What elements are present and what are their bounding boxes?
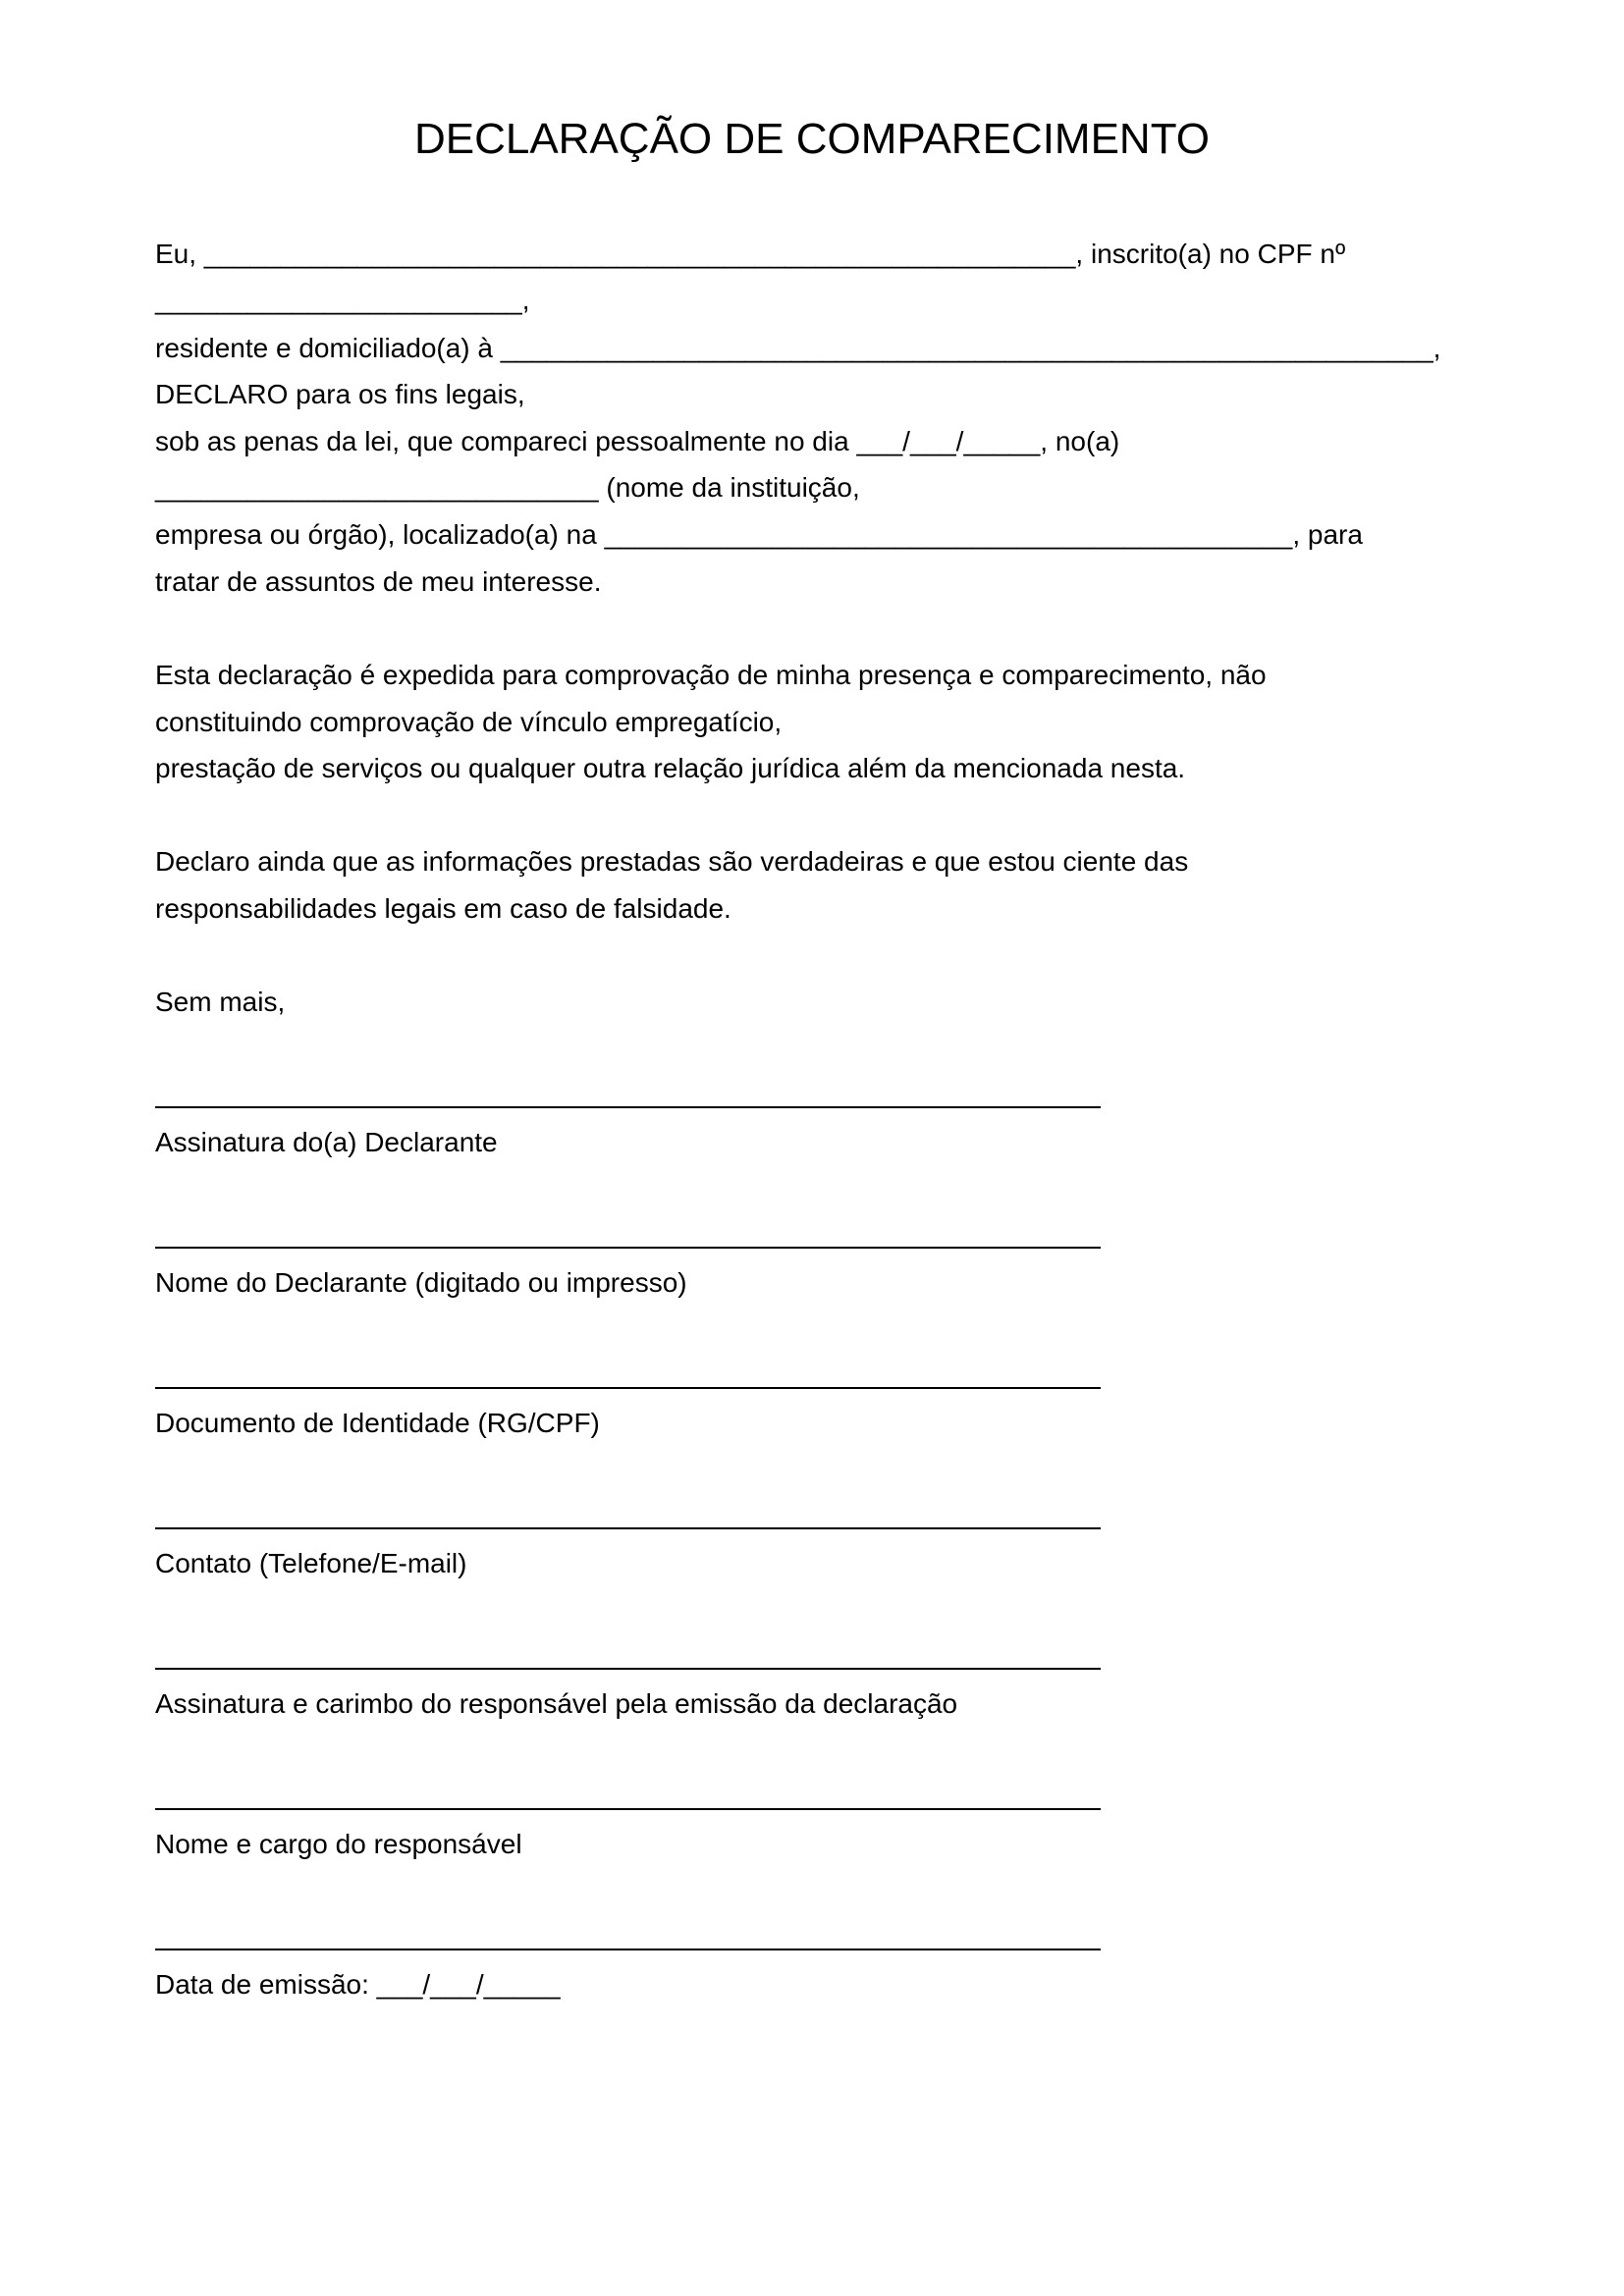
paragraph1-line-1: Eu, _________________________________________________________, inscrito(a) no CPF nº	[155, 239, 1346, 269]
paragraph1-line-2: ________________________,	[155, 285, 530, 315]
signature-line	[155, 1387, 1101, 1389]
paragraph1-line-3: residente e domiciliado(a) à _____________________________________________________________,	[155, 333, 1441, 363]
signature-line	[155, 1527, 1101, 1529]
signature-line	[155, 1668, 1101, 1670]
signature-field-label: Documento de Identidade (RG/CPF)	[155, 1408, 600, 1438]
paragraph1-line-5: sob as penas da lei, que compareci pessoalmente no dia ___/___/_____, no(a)	[155, 426, 1120, 456]
paragraph3-line-2: responsabilidades legais em caso de falsidade.	[155, 893, 731, 924]
signature-field-label: Assinatura do(a) Declarante	[155, 1127, 498, 1157]
paragraph2-line-1: Esta declaração é expedida para comprovação de minha presença e comparecimento, não	[155, 660, 1267, 690]
paragraph1-line-8: tratar de assuntos de meu interesse.	[155, 566, 602, 597]
closing-text: Sem mais,	[155, 987, 286, 1017]
signature-line	[155, 1949, 1101, 1950]
issue-date-label: Data de emissão: ___/___/_____	[155, 1969, 561, 2000]
signature-field-label: Assinatura e carimbo do responsável pela emissão da declaração	[155, 1688, 958, 1719]
signature-field-label: Contato (Telefone/E-mail)	[155, 1548, 467, 1578]
signature-line	[155, 1808, 1101, 1810]
document-title: DECLARAÇÃO DE COMPARECIMENTO	[413, 115, 1211, 163]
signature-field-label: Nome do Declarante (digitado ou impresso)	[155, 1267, 687, 1298]
paragraph1-line-6: _____________________________ (nome da instituição,	[155, 472, 860, 503]
paragraph2-line-2: constituindo comprovação de vínculo empregatício,	[155, 707, 783, 737]
paragraph3-line-1: Declaro ainda que as informações prestadas são verdadeiras e que estou ciente das	[155, 846, 1189, 877]
signature-field-label: Nome e cargo do responsável	[155, 1829, 522, 1859]
signature-line	[155, 1106, 1101, 1108]
paragraph1-line-7: empresa ou órgão), localizado(a) na _____________________________________________, para	[155, 519, 1363, 550]
signature-line	[155, 1247, 1101, 1249]
paragraph2-line-3: prestação de serviços ou qualquer outra relação jurídica além da mencionada nesta.	[155, 753, 1186, 783]
paragraph1-line-4: DECLARO para os fins legais,	[155, 379, 525, 409]
